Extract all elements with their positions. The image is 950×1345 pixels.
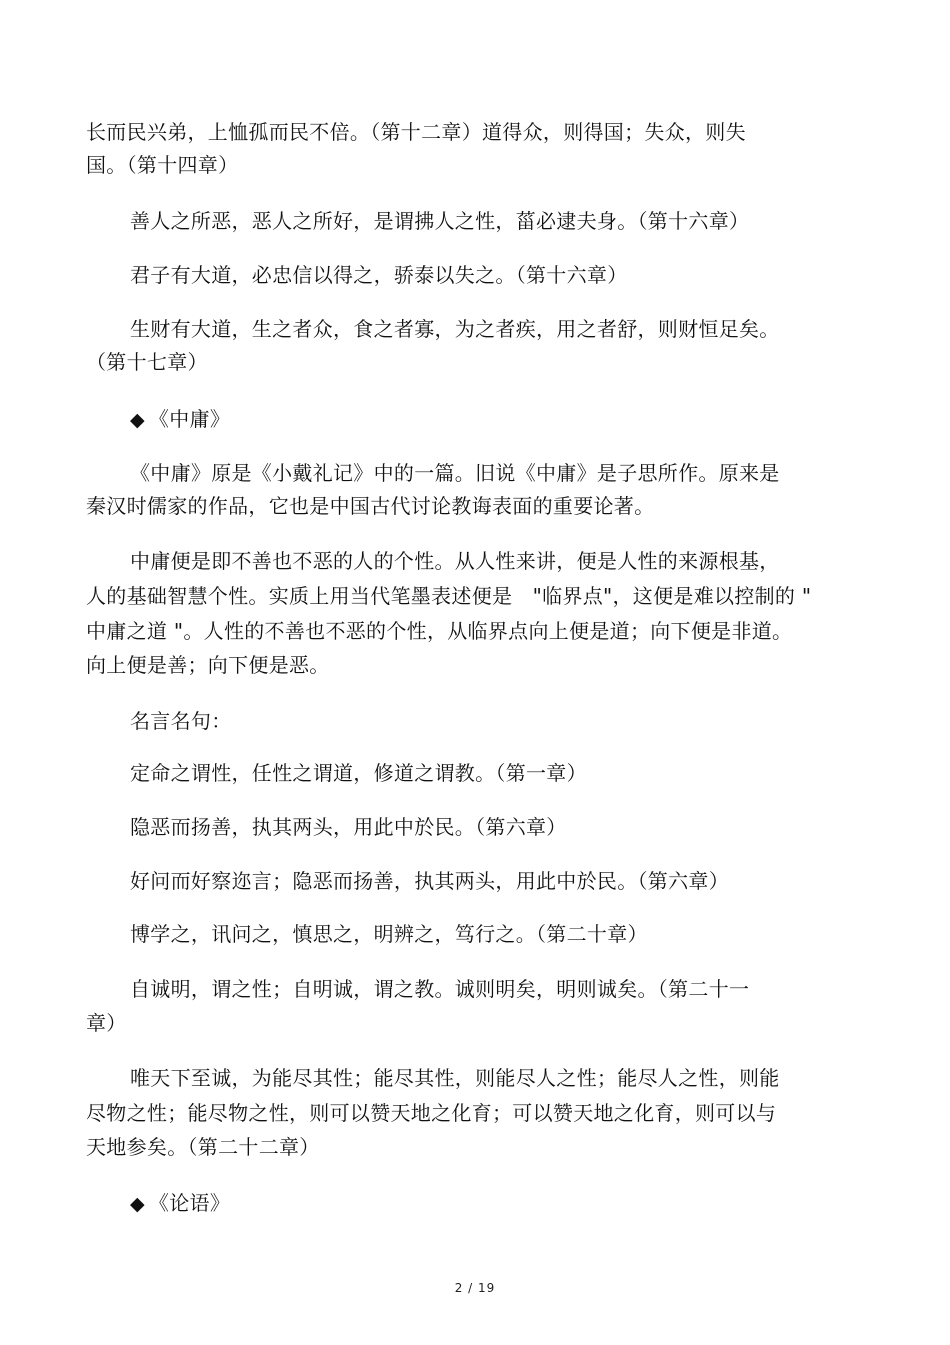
text-line: 长而民兴弟，上恤孤而民不倍。（第十二章）道得众，则得国；失众，则失	[86, 120, 746, 144]
diamond-bullet-icon: ◆	[130, 409, 145, 431]
text-line: 人的基础智慧个性。实质上用当代笔墨表述便是 "临界点"，这便是难以控制的 "	[86, 584, 812, 608]
text-line: 尽物之性；能尽物之性，则可以赞天地之化育；可以赞天地之化育，则可以与	[86, 1101, 777, 1125]
text-line: 君子有大道，必忠信以得之，骄泰以失之。（第十六章）	[130, 263, 628, 287]
text-line: 向上便是善；向下便是恶。	[86, 653, 330, 677]
diamond-bullet-icon: ◆	[130, 1193, 145, 1215]
text-line: 国。（第十四章）	[86, 153, 239, 177]
text-line: 名言名句：	[130, 709, 232, 733]
text-line: 隐恶而扬善，执其两头，用此中於民。（第六章）	[130, 815, 567, 839]
text-line: 博学之，讯问之，慎思之，明辨之，笃行之。（第二十章）	[130, 922, 648, 946]
text-line: 善人之所恶，恶人之所好，是谓拂人之性，菑必逮夫身。（第十六章）	[130, 209, 750, 233]
text-line: （第十七章）	[86, 350, 208, 374]
text-line: 好问而好察迩言；隐恶而扬善，执其两头，用此中於民。（第六章）	[130, 869, 729, 893]
text-line: 《中庸》原是《小戴礼记》中的一篇。旧说《中庸》是子思所作。原来是	[130, 461, 780, 485]
section-heading-label: 《中庸》	[148, 407, 231, 431]
text-line: 章）	[86, 1011, 127, 1035]
text-line: 生财有大道，生之者众，食之者寡，为之者疾，用之者舒，则财恒足矣。	[130, 317, 780, 341]
text-line: 秦汉时儒家的作品，它也是中国古代讨论教诲表面的重要论著。	[86, 494, 655, 518]
text-line: 自诚明，谓之性；自明诚，谓之教。诚则明矣，明则诚矣。（第二十一	[130, 977, 750, 1001]
section-heading-lunyu	[130, 1191, 230, 1216]
text-line: 唯天下至诚，为能尽其性；能尽其性，则能尽人之性；能尽人之性，则能	[130, 1066, 780, 1090]
text-line: 定命之谓性，任性之谓道，修道之谓教。（第一章）	[130, 761, 587, 785]
text-line: 中庸之道 "。人性的不善也不恶的个性，从临界点向上便是道；向下便是非道。	[86, 619, 793, 643]
page-number: 2 / 19	[454, 1281, 496, 1295]
text-line: 中庸便是即不善也不恶的人的个性。从人性来讲，便是人性的来源根基，	[130, 549, 780, 573]
section-heading-zhongyong	[130, 407, 230, 432]
text-line: 天地参矣。（第二十二章）	[86, 1135, 320, 1159]
section-heading-label: 《论语》	[148, 1191, 231, 1215]
